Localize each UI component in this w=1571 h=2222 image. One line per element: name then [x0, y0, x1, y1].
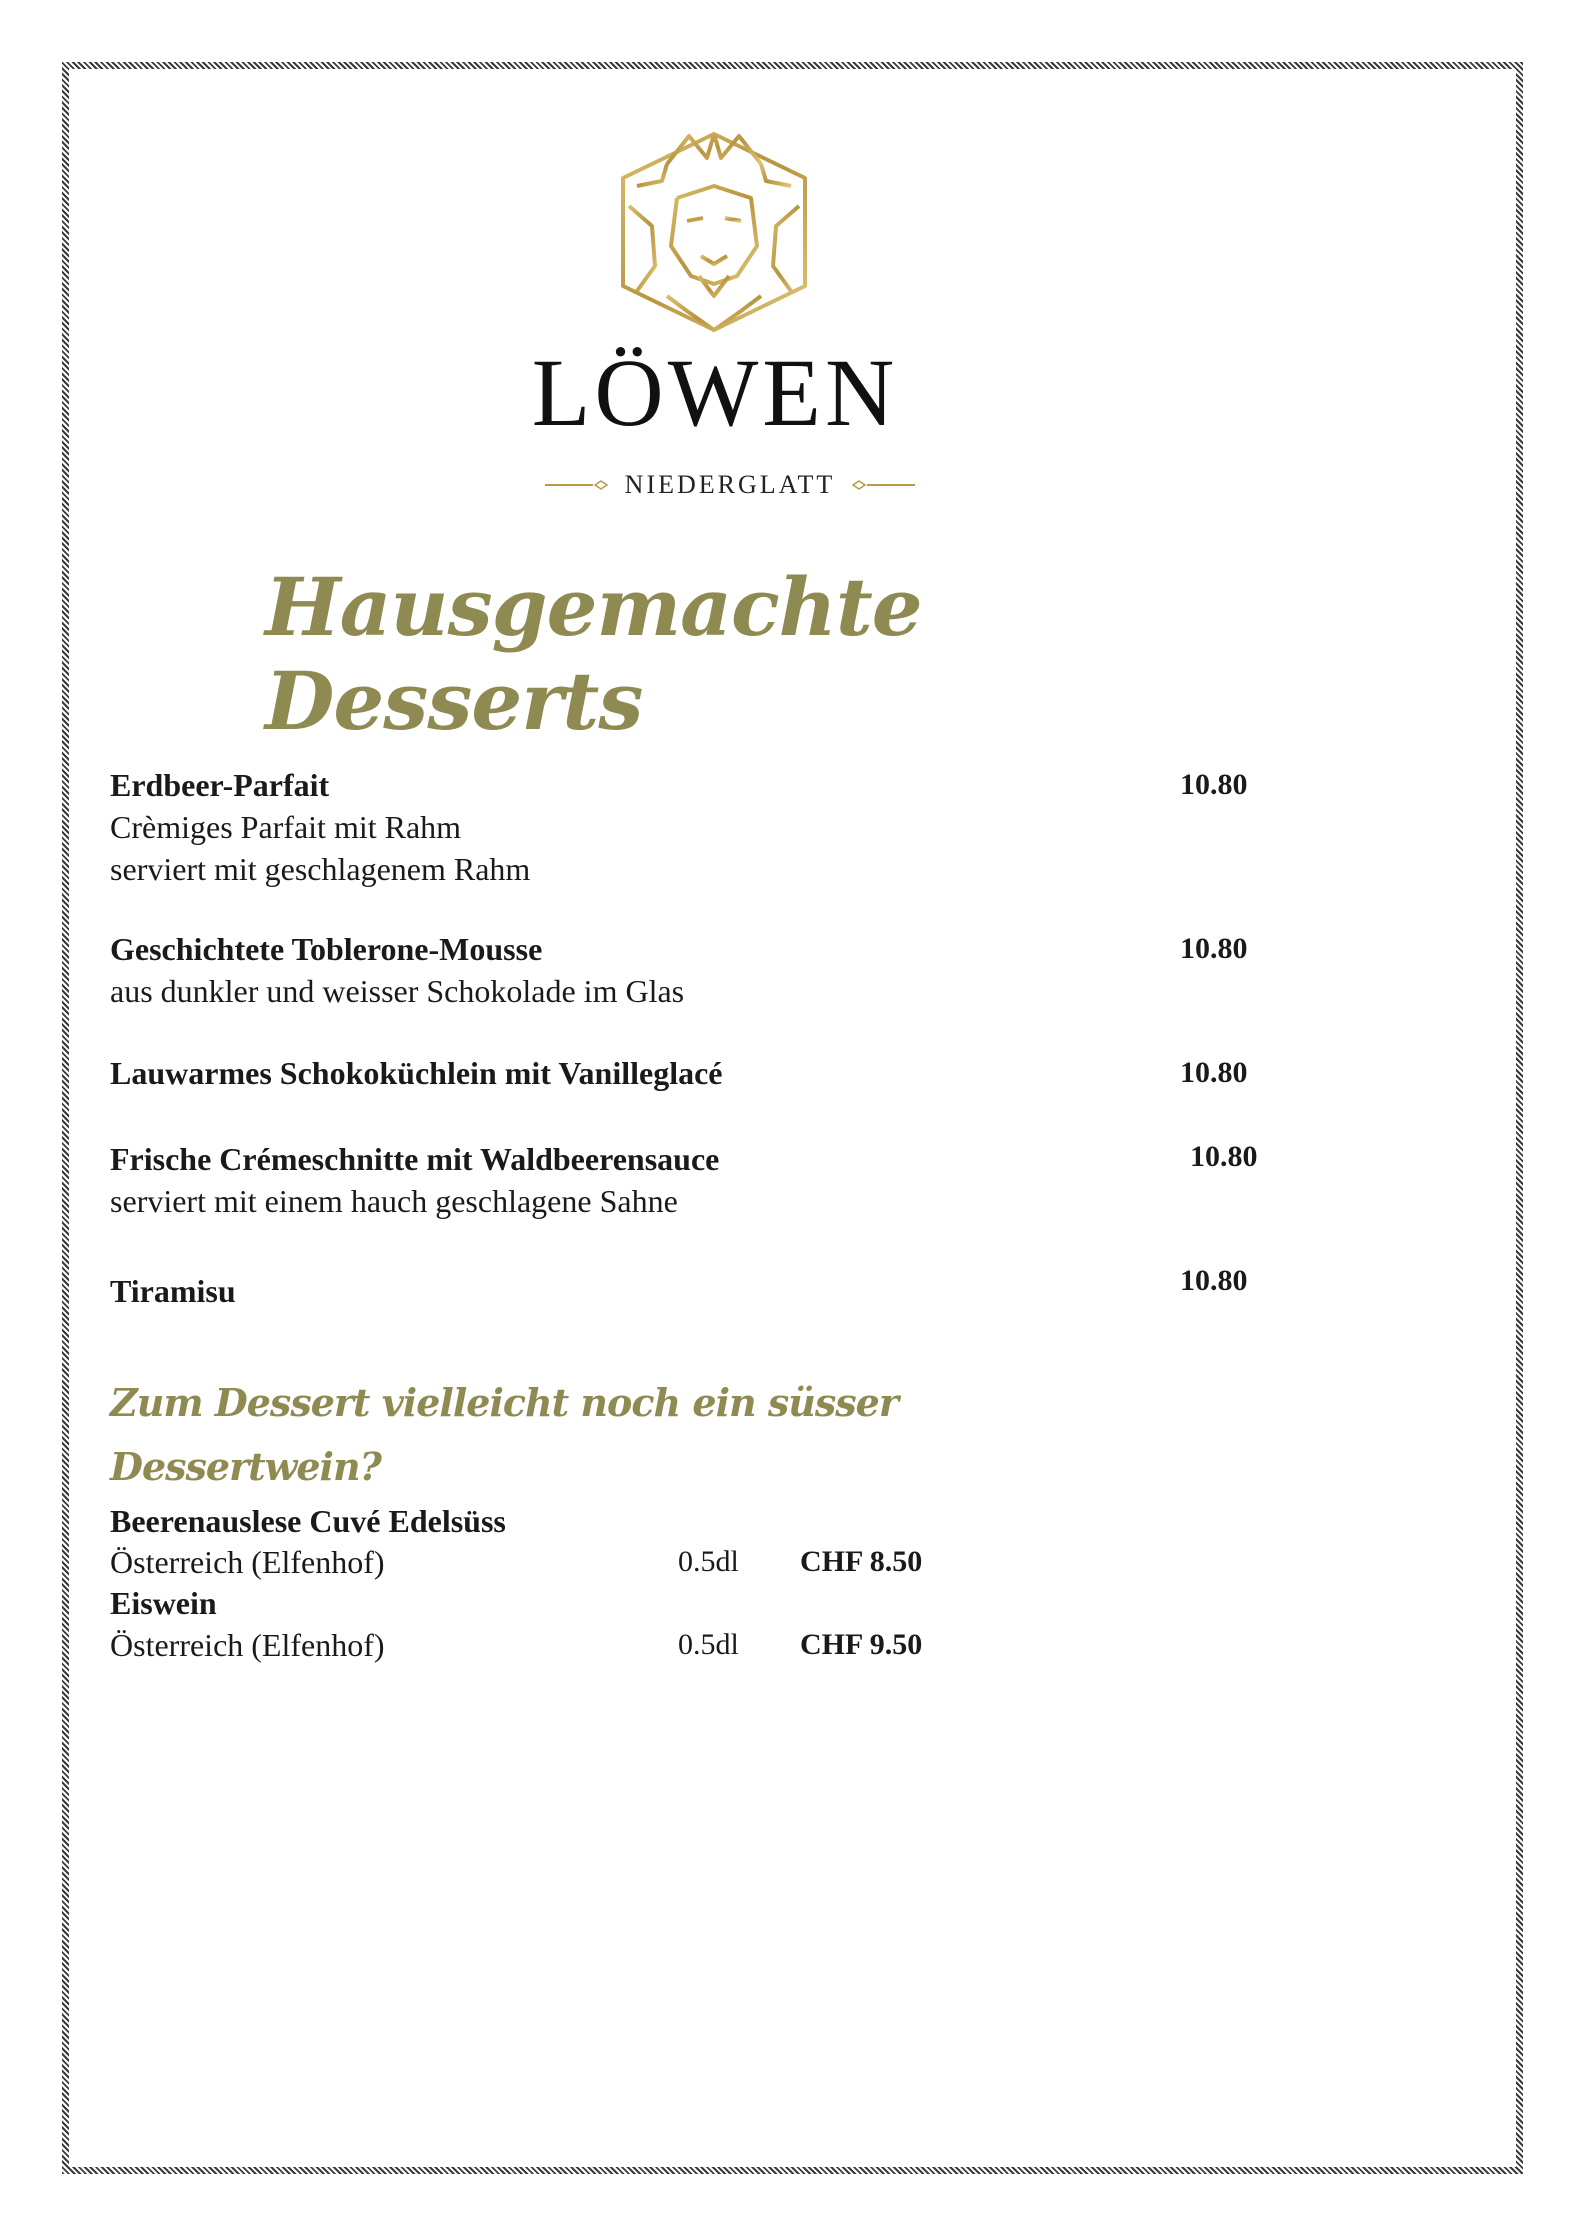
lion-logo-icon: [607, 126, 821, 336]
wine-volume: 0.5dl: [678, 1545, 739, 1578]
dessert-price: 10.80: [1180, 1056, 1248, 1089]
wine-price: CHF 8.50: [800, 1545, 923, 1578]
wine-volume: 0.5dl: [678, 1628, 739, 1661]
dessert-price: 10.80: [1180, 1264, 1248, 1297]
dessert-item: [110, 764, 1210, 890]
dessert-price: 10.80: [1180, 768, 1248, 801]
ornament-right-icon: [849, 478, 915, 492]
dessert-desc: aus dunkler und weisser Schokolade im Glas: [110, 973, 685, 1009]
brand-location-row: [530, 465, 930, 505]
wine-origin: Österreich (Elfenhof): [110, 1544, 385, 1580]
dessert-item: [110, 928, 1210, 1012]
wine-name: Eiswein: [110, 1585, 217, 1621]
dessert-name: Geschichtete Toblerone-Mousse: [110, 931, 543, 967]
dessert-item: [110, 1138, 1210, 1222]
wine-origin: Österreich (Elfenhof): [110, 1627, 385, 1663]
ornament-left-icon: [545, 478, 611, 492]
brand-name: LÖWEN: [531, 339, 899, 446]
dessert-desc: Crèmiges Parfait mit Rahm: [110, 809, 462, 845]
wine-heading-line1: Zum Dessert vielleicht noch ein süsser: [110, 1380, 898, 1425]
wine-heading-line2: Dessertwein?: [110, 1444, 381, 1489]
dessert-name: Frische Crémeschnitte mit Waldbeerensauce: [110, 1141, 720, 1177]
dessert-desc: serviert mit einem hauch geschlagene Sahne: [110, 1183, 678, 1219]
dessert-item: [110, 1052, 1210, 1094]
dessert-price: 10.80: [1180, 932, 1248, 965]
dessert-name: Lauwarmes Schokoküchlein mit Vanilleglacé: [110, 1055, 723, 1091]
menu-title: Hausgemachte Desserts: [265, 560, 922, 748]
dessert-price: 10.80: [1190, 1140, 1258, 1173]
wine-name: Beerenauslese Cuvé Edelsüss: [110, 1503, 506, 1539]
brand-location: NIEDERGLATT: [624, 470, 836, 499]
dessert-name: Tiramisu: [110, 1273, 236, 1309]
dessert-item: [110, 1270, 1210, 1312]
dessert-desc: serviert mit geschlagenem Rahm: [110, 851, 531, 887]
dessert-name: Erdbeer-Parfait: [110, 767, 330, 803]
wine-price: CHF 9.50: [800, 1628, 923, 1661]
